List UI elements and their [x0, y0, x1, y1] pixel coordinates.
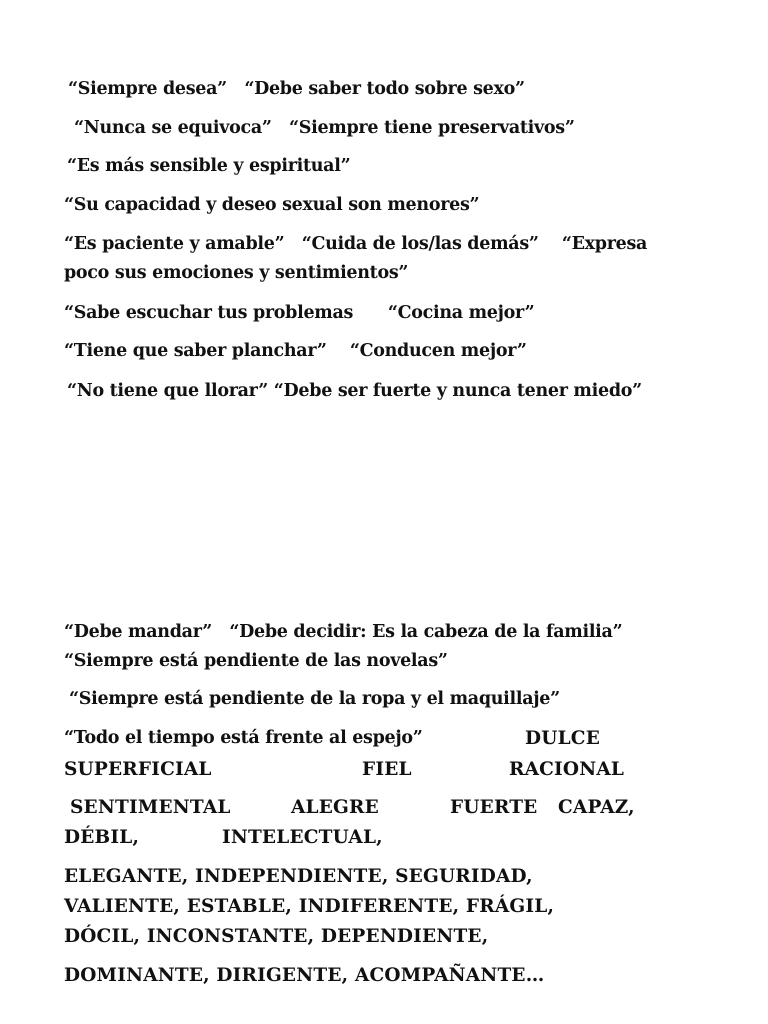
- phrase-line-11: “Siempre está pendiente de las novelas”: [64, 651, 448, 671]
- adjective-list-line-4: DOMINANTE, DIRIGENTE, ACOMPAÑANTE…: [64, 965, 545, 986]
- phrase-line-8: “Tiene que saber planchar” “Conducen mejor”: [64, 341, 527, 361]
- adjective-capaz: CAPAZ,: [558, 797, 635, 818]
- adjective-sentimental: SENTIMENTAL: [70, 797, 231, 818]
- phrase-line-4: “Su capacidad y deseo sexual son menores”: [64, 195, 480, 215]
- adjective-list-line-3: DÓCIL, INCONSTANTE, DEPENDIENTE,: [64, 926, 489, 947]
- phrase-line-6: poco sus emociones y sentimientos”: [64, 263, 409, 283]
- adjective-fiel: FIEL: [362, 759, 412, 780]
- phrase-line-5: “Es paciente y amable” “Cuida de los/las demás” “Expresa: [64, 234, 648, 254]
- adjective-dulce: DULCE: [525, 728, 601, 749]
- phrase-line-3: “Es más sensible y espiritual”: [67, 156, 351, 176]
- adjective-superficial: SUPERFICIAL: [64, 759, 212, 780]
- adjective-fuerte: FUERTE: [450, 797, 538, 818]
- phrase-line-1: “Siempre desea” “Debe saber todo sobre sexo”: [68, 79, 525, 99]
- adjective-list-line-1: ELEGANTE, INDEPENDIENTE, SEGURIDAD,: [64, 866, 533, 887]
- adjective-racional: RACIONAL: [509, 759, 625, 780]
- adjective-alegre: ALEGRE: [291, 797, 379, 818]
- phrase-line-10: “Debe mandar” “Debe decidir: Es la cabeza de la familia”: [64, 622, 623, 642]
- adjective-intelectual: INTELECTUAL,: [222, 827, 383, 848]
- phrase-line-7: “Sabe escuchar tus problemas “Cocina mejor”: [64, 303, 535, 323]
- phrase-line-9: “No tiene que llorar” “Debe ser fuerte y nunca tener miedo”: [67, 381, 642, 401]
- phrase-line-12: “Siempre está pendiente de la ropa y el maquillaje”: [69, 689, 560, 709]
- phrase-line-2: “Nunca se equivoca” “Siempre tiene preservativos”: [74, 118, 575, 138]
- adjective-list-line-2: VALIENTE, ESTABLE, INDIFERENTE, FRÁGIL,: [64, 896, 555, 917]
- adjective-debil: DÉBIL,: [64, 827, 140, 848]
- phrase-line-13: “Todo el tiempo está frente al espejo”: [64, 728, 423, 748]
